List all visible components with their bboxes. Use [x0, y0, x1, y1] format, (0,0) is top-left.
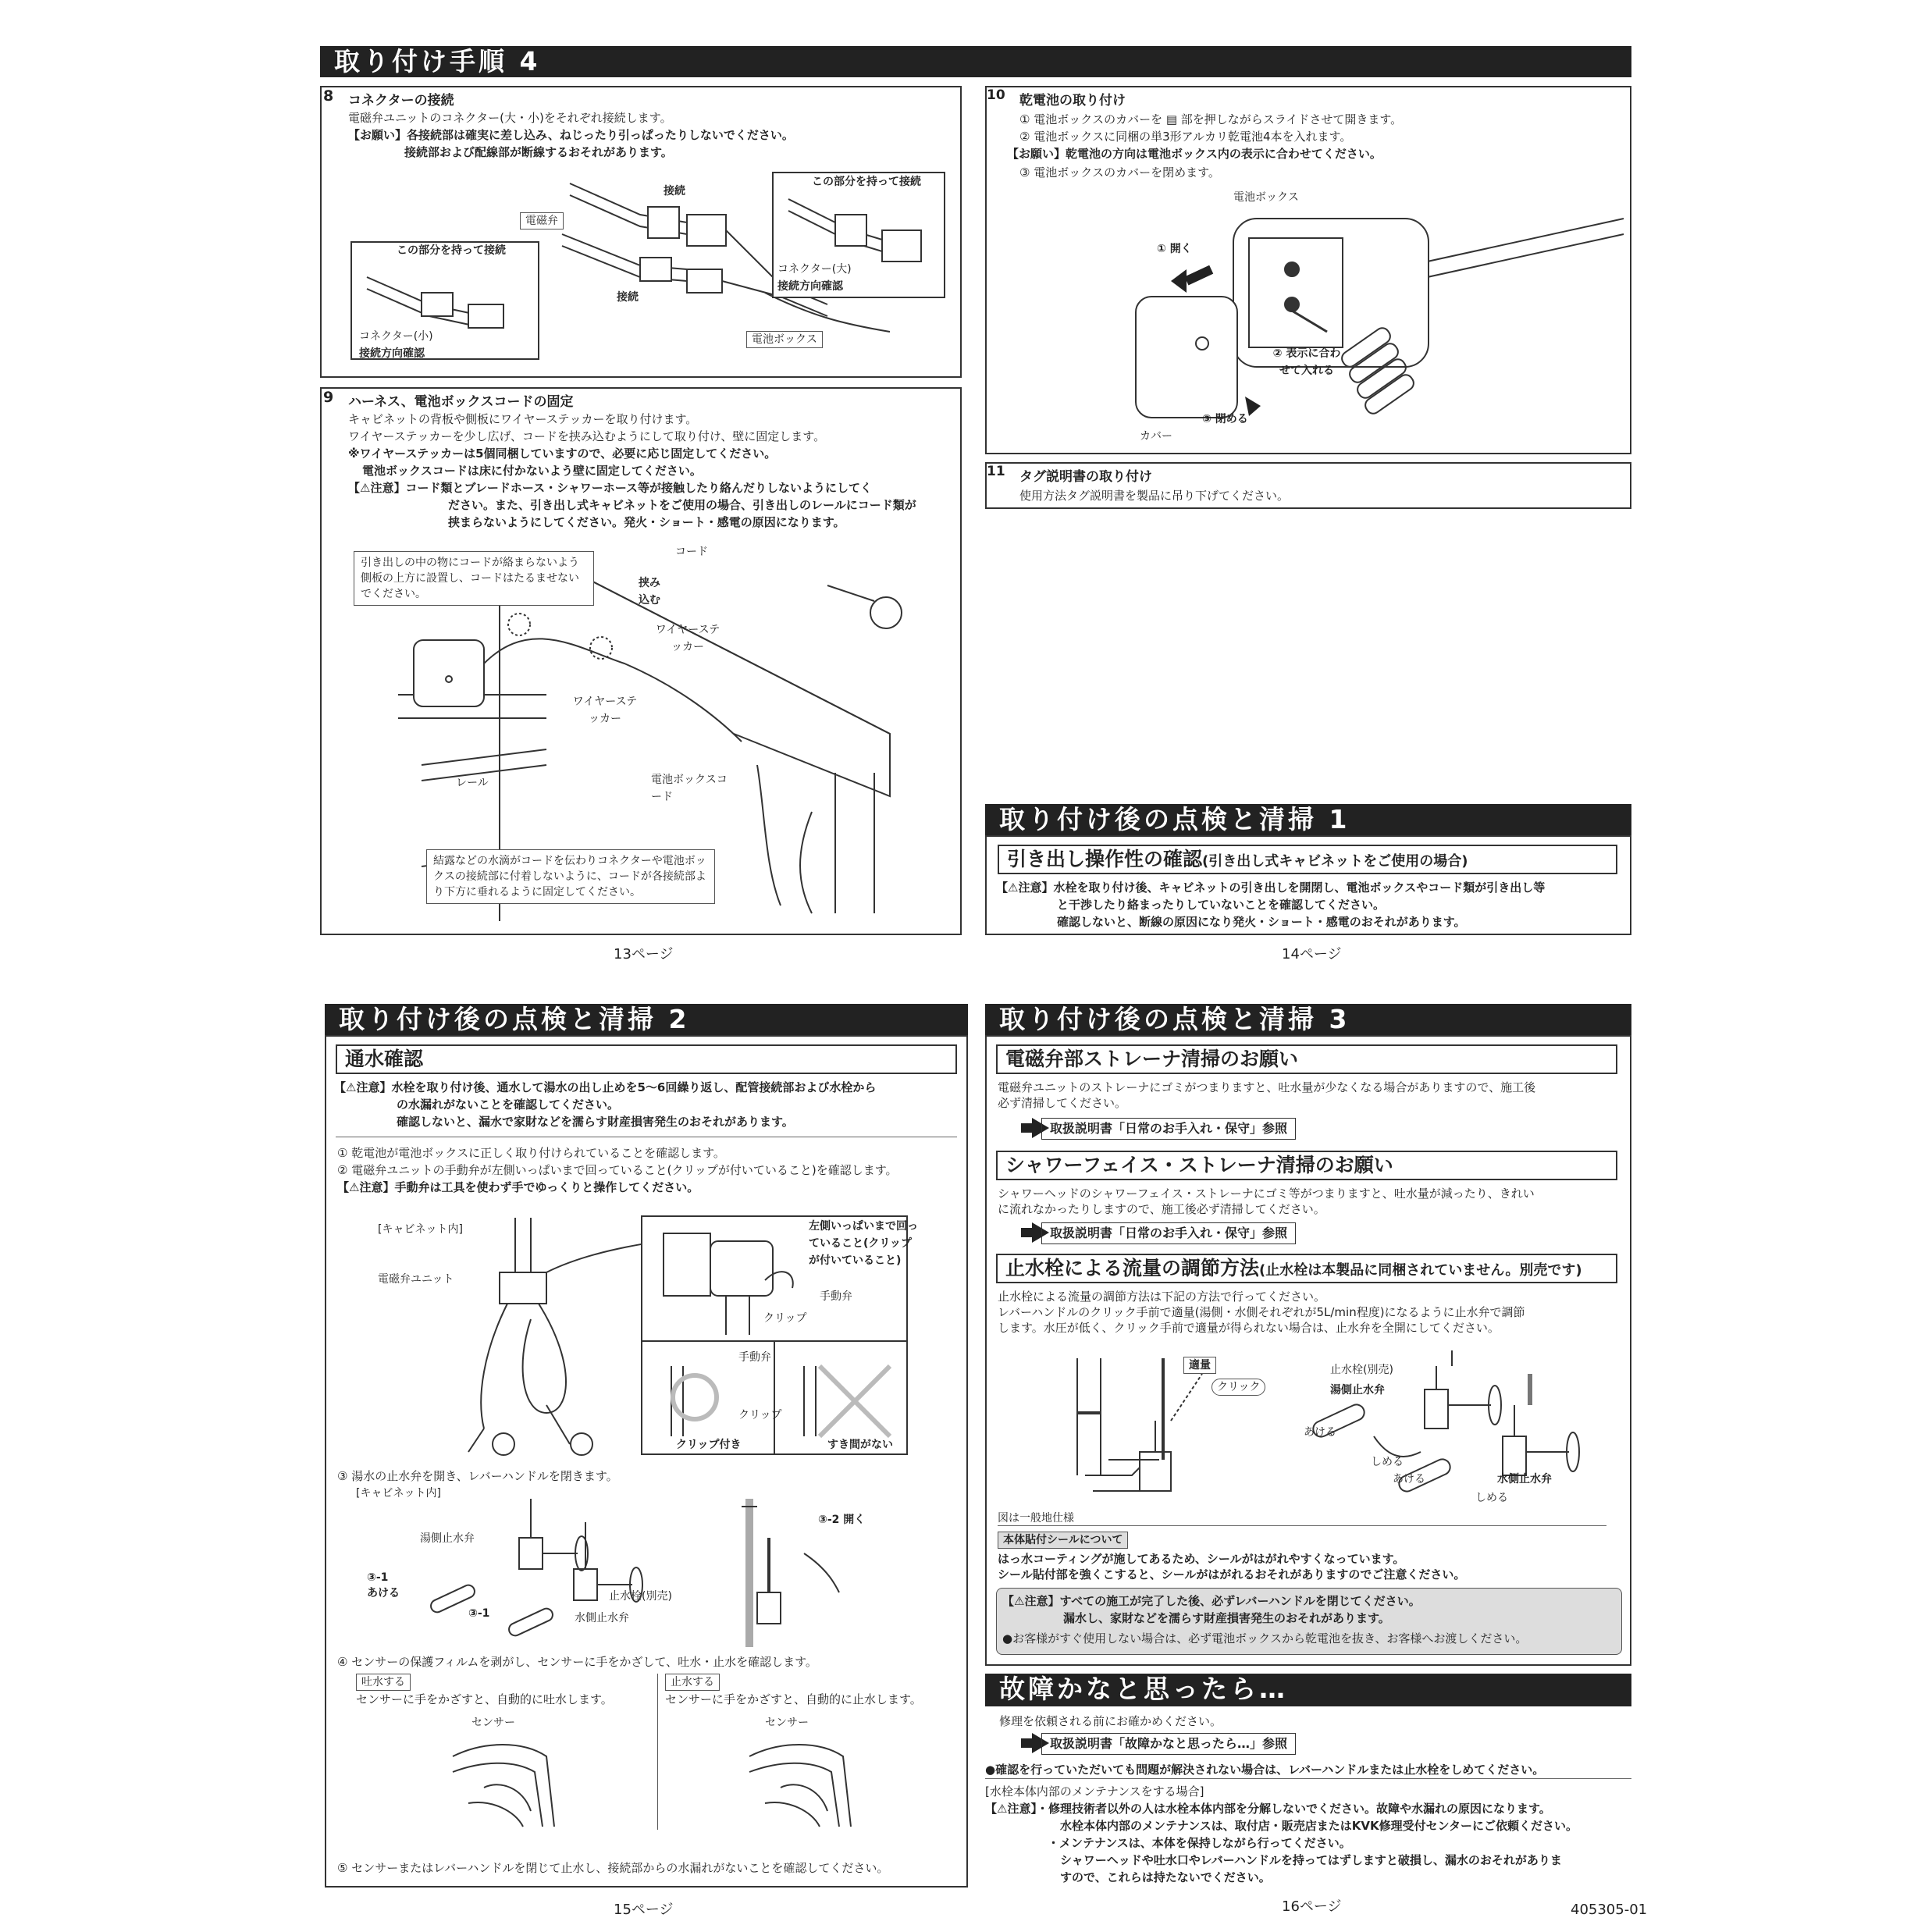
inspect3-warn3: ●お客様がすぐ使用しない場合は、必ず電池ボックスから乾電池を抜き、お客様へお渡しください。: [1002, 1631, 1528, 1646]
step10-battery-box-label: 電池ボックス: [1233, 191, 1299, 204]
step10-cover-label: カバー: [1140, 430, 1172, 443]
inspect2-valve-unit-label: 電磁弁ユニット: [378, 1273, 454, 1286]
step10-line2: ② 電池ボックスに同梱の単3形アルカリ乾電池4本を入れます。: [1019, 130, 1352, 144]
inspect3-general-note: 図は一般地仕様: [998, 1512, 1074, 1525]
trouble-ref: 取扱説明書「故障かなと思ったら…」参照: [1041, 1733, 1296, 1755]
step10-close-label: ③ 閉める: [1202, 413, 1248, 425]
inspect3-seal-line2: シール貼付部を強くこすると、シールがはがれるおそれがありますのでご注意ください。: [998, 1567, 1466, 1582]
step9-number: 9: [323, 389, 334, 406]
inspect3-seal-label: 本体貼付シールについて: [998, 1532, 1128, 1549]
inspect2-hot-valve-label: 湯側止水弁: [420, 1532, 475, 1545]
step9-battery-cord-label: 電池ボックスコード: [651, 774, 728, 803]
inspect3-click-label: クリック: [1212, 1379, 1265, 1396]
step9-rail-label: レール: [456, 777, 489, 789]
inspect2-step2-note: 【⚠注意】手動弁は工具を使わず手でゆっくりと操作してください。: [337, 1180, 699, 1194]
connector-diagram: [343, 168, 952, 363]
step8-valve-label: 電磁弁: [520, 212, 564, 229]
inspect2-cold-valve-label: 水側止水弁: [575, 1612, 629, 1624]
inspect2-step31-b: ③-1: [468, 1607, 490, 1620]
inspect3-stop-valve-label: 止水栓(別売): [1330, 1364, 1393, 1376]
step8-title: コネクターの接続: [348, 93, 454, 109]
inspect2-step31-a: ③-1: [367, 1571, 389, 1584]
step11-number: 11: [987, 464, 1005, 479]
inspect3-cold-valve-label: 水側止水弁: [1497, 1473, 1552, 1485]
step9-line5: 【⚠注意】コード類とブレードホース・シャワーホース等が接触したり絡んだりしないようにしてく: [348, 481, 873, 495]
inspect2-step3: ③ 湯水の止水弁を開き、レバーハンドルを閉きます。: [337, 1469, 618, 1483]
step11-line1: 使用方法タグ説明書を製品に吊り下げてください。: [1019, 489, 1290, 503]
page-14-label: 14ページ: [1282, 946, 1342, 962]
step8-line1: 電磁弁ユニットのコネクター(大・小)をそれぞれ接続します。: [348, 111, 672, 125]
step9-pinch-label: 挟み込む: [639, 577, 660, 607]
inspect2-step31-open: あける: [367, 1587, 400, 1599]
step9-line3: ※ワイヤーステッカーは5個同梱していますので、必要に応じ固定してください。: [348, 447, 777, 461]
inspect2-line1: 【⚠注意】水栓を取り付け後、通水して湯水の出し止めを5～6回繰り返し、配管接続部および水栓から: [334, 1080, 877, 1094]
step8-hold-label-2: この部分を持って接続: [397, 244, 506, 257]
inspect2-clip-label-2: クリップ: [738, 1409, 782, 1421]
step8-battery-box-label: 電池ボックス: [746, 331, 823, 348]
step8-connector-small: コネクター(小): [359, 330, 433, 343]
inspect2-cabinet-label-2: [キャビネット内]: [356, 1487, 441, 1500]
step10-line3: 【お願い】乾電池の方向は電池ボックス内の表示に合わせてください。: [1007, 147, 1382, 161]
inspect3-open-label-1: あける: [1304, 1426, 1336, 1439]
section-header-inspect-1: 取り付け後の点検と清掃 1: [985, 804, 1631, 835]
inspect1-line3: 確認しないと、断線の原因になり発火・ショート・感電のおそれがあります。: [1057, 915, 1466, 929]
section-header-inspect-3: 取り付け後の点検と清掃 3: [985, 1004, 1631, 1035]
step9-line1: キャビネットの背板や側板にワイヤーステッカーを取り付けます。: [348, 412, 698, 426]
page-13-label: 13ページ: [614, 946, 674, 962]
trouble-line5: 水栓本体内部のメンテナンスは、取付店・販売店またはKVK修理受付センターにご依頼ください。: [1060, 1819, 1578, 1833]
inspect3-warn2: 漏水し、家財などを濡らす財産損害発生のおそれがあります。: [1063, 1611, 1390, 1625]
inspect2-step5: ⑤ センサーまたはレバーハンドルを閉じて止水し、接続部からの水漏れがないことを確認してください。: [337, 1861, 889, 1875]
inspect2-stop-valve-label: 止水栓(別売): [609, 1590, 672, 1603]
trouble-divider: [985, 1778, 1631, 1779]
document-number: 405305-01: [1571, 1902, 1648, 1918]
section-header-inspect-2: 取り付け後の点検と清掃 2: [325, 1004, 968, 1035]
inspect3-close-label-1: しめる: [1371, 1456, 1404, 1468]
step8-hold-label-1: この部分を持って接続: [812, 176, 921, 188]
battery-diagram: [1124, 195, 1624, 445]
inspect2-spout-label: 吐水する: [356, 1674, 411, 1691]
step8-line3: 接続部および配線部が断線するおそれがあります。: [404, 145, 673, 159]
step8-connector-small-dir: 接続方向確認: [359, 347, 425, 360]
step10-line4: ③ 電池ボックスのカバーを閉めます。: [1019, 165, 1220, 180]
sensor-faucet-diagrams: [437, 1725, 952, 1834]
inspect3-b1: シャワーヘッドのシャワーフェイス・ストレーナにゴミ等がつまりますと、吐水量が減ったり、きれい: [998, 1187, 1535, 1201]
step9-note-drawer: 引き出しの中の物にコードが絡まらないよう側板の上方に設置し、コードはたるませないでください。: [354, 551, 594, 606]
step8-connector-large: コネクター(大): [777, 263, 852, 276]
inspect2-cabinet-label-1: [キャビネット内]: [378, 1223, 463, 1236]
step9-line7: 挟まらないようにしてください。発火・ショート・感電の原因になります。: [448, 515, 845, 529]
inspect3-subheader-2: シャワーフェイス・ストレーナ清掃のお願い: [996, 1151, 1617, 1180]
inspect2-subheader: 通水確認: [336, 1044, 957, 1074]
inspect2-line2: の水漏れがないことを確認してください。: [397, 1098, 620, 1112]
inspect3-a2: 必ず清掃してください。: [998, 1096, 1127, 1110]
inspect3-ref-2: 取扱説明書「日常のお手入れ・保守」参照: [1041, 1222, 1296, 1244]
inspect2-step1: ① 乾電池が電池ボックスに正しく取り付けられていることを確認します。: [337, 1146, 725, 1160]
inspect2-step2: ② 電磁弁ユニットの手動弁が左側いっぱいまで回っていること(クリップが付いていること)を確認します。: [337, 1163, 898, 1177]
inspect3-warn1: 【⚠注意】すべての施工が完了した後、必ずレバーハンドルを閉じてください。: [1002, 1594, 1421, 1608]
inspect1-line2: と干渉したり絡まったりしていないことを確認してください。: [1057, 898, 1386, 912]
inspect3-subheader-3-note: (止水栓は本製品に同梱されていません。別売です): [1259, 1262, 1582, 1279]
inspect2-stop-label: 止水する: [665, 1674, 720, 1691]
inspect3-b2: に流れなかったりしますので、施工後必ず清掃してください。: [998, 1202, 1325, 1216]
inspect1-line1: 【⚠注意】水栓を取り付け後、キャビネットの引き出しを開閉し、電池ボックスやコード類が引き出し等: [996, 881, 1546, 895]
inspect2-sensor-label-2: センサー: [765, 1717, 809, 1729]
step9-line4: 電池ボックスコードは床に付かないよう壁に固定してください。: [362, 464, 702, 478]
inspect3-c3: します。水圧が低く、クリック手前で適量が得られない場合は、止水弁を全開にしてください。: [998, 1321, 1500, 1335]
inspect3-subheader-3-title: 止水栓による流量の調節方法: [1005, 1257, 1260, 1279]
step9-cord-label: コード: [675, 546, 708, 558]
inspect2-clip-label: クリップ: [763, 1312, 807, 1325]
inspect3-proper-label: 適量: [1183, 1357, 1216, 1374]
inspect2-spout-text: センサーに手をかざすと、自動的に吐水します。: [356, 1692, 613, 1706]
trouble-line8: すので、これらは持たないでください。: [1060, 1870, 1271, 1884]
step9-line6: ださい。また、引き出し式キャビネットをご使用の場合、引き出しのレールにコード類が: [448, 498, 916, 512]
page-16-label: 16ページ: [1282, 1898, 1342, 1915]
step9-note-condensation: 結露などの水滴がコードを伝わりコネクターや電池ボックスの接続部に付着しないように、コードが各接続部より下方に垂れるように固定してください。: [426, 849, 715, 904]
trouble-line3: [水栓本体内部のメンテナンスをする場合]: [985, 1784, 1204, 1799]
step9-wire-sticker-label-1: ワイヤーステッカー: [655, 624, 720, 653]
step11-title: タグ説明書の取り付け: [1019, 469, 1152, 485]
inspect3-open-label-2: あける: [1393, 1473, 1425, 1485]
step9-line2: ワイヤーステッカーを少し広げ、コードを挟み込むようにして取り付け、壁に固定します。: [348, 429, 826, 443]
inspect3-close-label-2: しめる: [1475, 1492, 1508, 1504]
inspect3-c1: 止水栓による流量の調節方法は下記の方法で行ってください。: [998, 1290, 1326, 1304]
page-15-label: 15ページ: [614, 1902, 674, 1918]
step8-connector-large-dir: 接続方向確認: [777, 280, 843, 293]
inspect2-no-gap-label: すき間がない: [827, 1439, 893, 1451]
inspect1-subheader-note: (引き出し式キャビネットをご使用の場合): [1202, 853, 1468, 870]
inspect3-a1: 電磁弁ユニットのストレーナにゴミがつまりますと、吐水量が少なくなる場合がありますので、施工後: [998, 1080, 1536, 1094]
inspect3-subheader-1: 電磁弁部ストレーナ清掃のお願い: [996, 1044, 1617, 1074]
step8-connect-label-2: 接続: [617, 291, 639, 304]
inspect2-manual-valve-label-2: 手動弁: [738, 1351, 771, 1364]
inspect2-turned-note: 左側いっぱいまで回っていること(クリップが付いていること): [809, 1220, 918, 1267]
step8-line2: 【お願い】各接続部は確実に差し込み、ねじったり引っぱったりしないでください。: [348, 128, 794, 142]
step10-open-label: ① 開く: [1157, 243, 1192, 255]
inspect1-subheader-title: 引き出し操作性の確認: [1007, 848, 1203, 870]
inspect2-step32-open: ③-2 開く: [818, 1514, 866, 1526]
inspect1-subheader: [998, 845, 1617, 874]
trouble-line7: シャワーヘッドや吐水口やレバーハンドルを持ってはずしますと破損し、漏水のおそれがありま: [1060, 1853, 1562, 1867]
inspect3-ref-1: 取扱説明書「日常のお手入れ・保守」参照: [1041, 1118, 1296, 1140]
inspect3-c2: レバーハンドルのクリック手前で適量(湯側・水側それぞれが5L/min程度)になるように止水弁で調節: [998, 1305, 1525, 1319]
section-header-install-4: 取り付け手順 4: [320, 46, 1631, 77]
step8-number: 8: [323, 87, 334, 105]
trouble-line4: 【⚠注意】・修理技術者以外の人は水栓本体内部を分解しないでください。故障や水漏れの原因になります。: [985, 1802, 1551, 1816]
inspect2-stop-text: センサーに手をかざすと、自動的に止水します。: [665, 1692, 922, 1706]
trouble-line6: ・メンテナンスは、本体を保持しながら行ってください。: [1048, 1836, 1351, 1850]
step10-number: 10: [987, 87, 1005, 103]
inspect2-sensor-label-1: センサー: [471, 1717, 515, 1729]
inspect2-manual-valve-label: 手動弁: [820, 1290, 852, 1303]
inspect2-line3: 確認しないと、漏水で家財などを濡らす財産損害発生のおそれがあります。: [397, 1115, 794, 1129]
section-header-trouble: 故障かなと思ったら…: [985, 1674, 1631, 1706]
inspect3-subheader-3: [996, 1254, 1617, 1283]
step10-line1: ① 電池ボックスのカバーを ▤ 部を押しながらスライドさせて開きます。: [1019, 112, 1403, 126]
inspect3-seal-line1: はっ水コーティングが施してあるため、シールがはがれやすくなっています。: [998, 1552, 1405, 1566]
step10-insert-label: ② 表示に合わせて入れる: [1272, 347, 1341, 377]
inspect3-hot-valve-label: 湯側止水弁: [1330, 1384, 1385, 1397]
step10-title: 乾電池の取り付け: [1019, 93, 1126, 109]
inspect2-step4: ④ センサーの保護フィルムを剥がし、センサーに手をかざして、吐水・止水を確認します。: [337, 1655, 817, 1669]
step8-connect-label-1: 接続: [664, 185, 685, 197]
inspect2-with-clip-label: クリップ付き: [676, 1439, 742, 1451]
inspect3-general-divider: [998, 1525, 1606, 1526]
trouble-line1: 修理を依頼される前にお確かめください。: [999, 1714, 1222, 1728]
step9-title: ハーネス、電池ボックスコードの固定: [348, 394, 574, 410]
step9-wire-sticker-label-2: ワイヤーステッカー: [572, 696, 638, 725]
trouble-line2: ●確認を行っていただいても問題が解決されない場合は、レバーハンドルまたは止水栓をしめてください。: [985, 1763, 1545, 1777]
